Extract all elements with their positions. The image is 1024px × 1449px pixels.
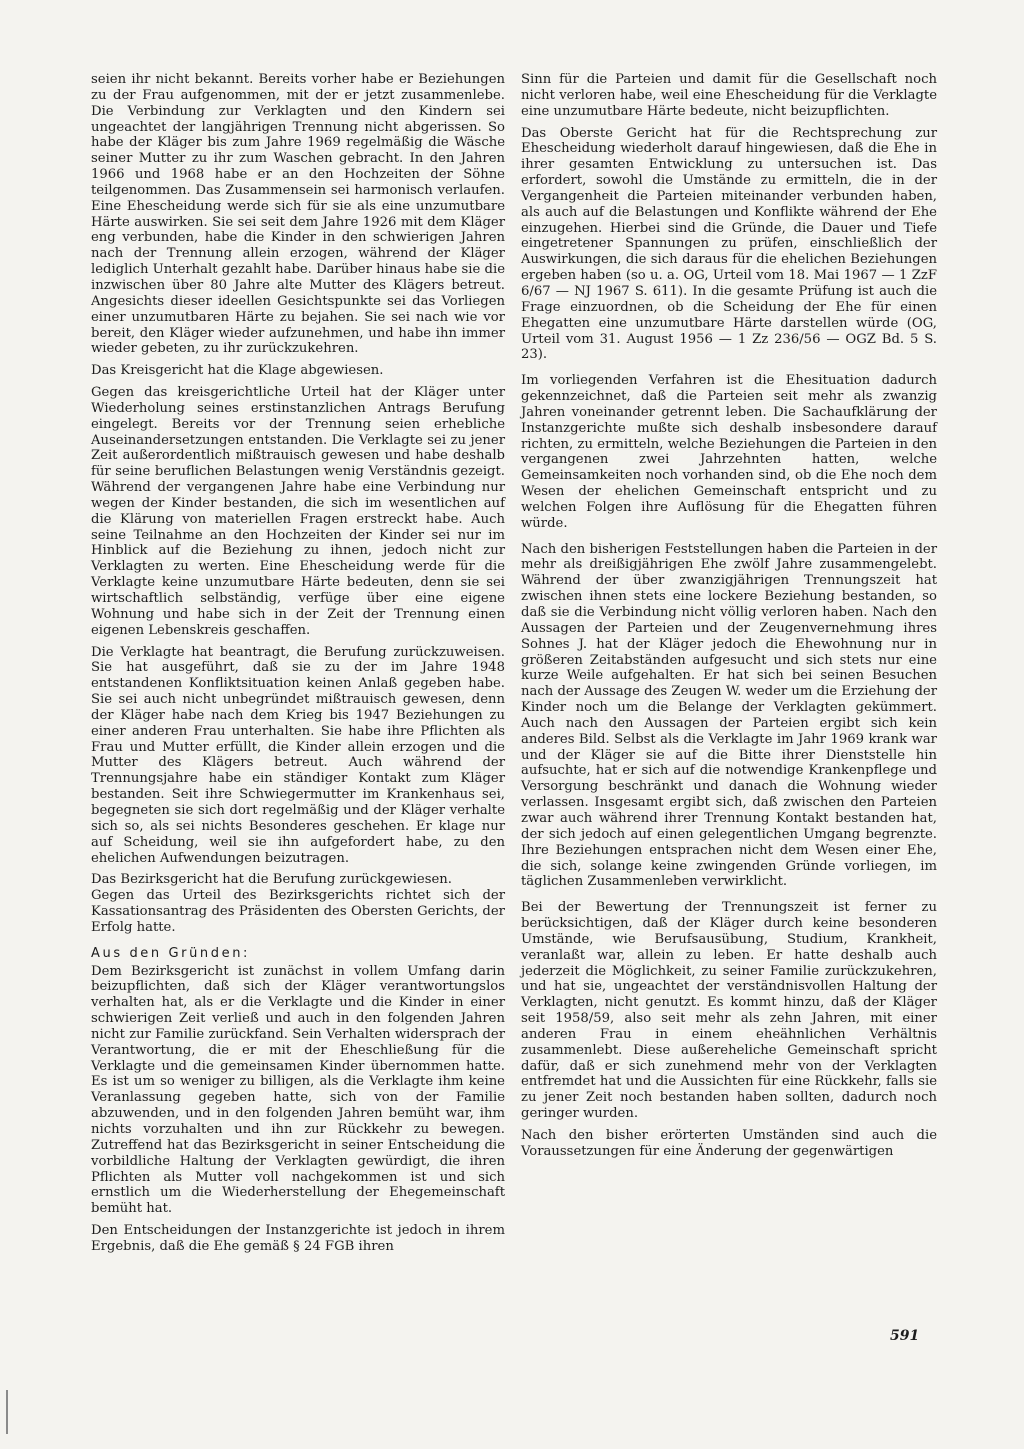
right-paragraph-4: Nach den bisherigen Feststellungen haben die Parteien in der mehr als dreißigjährigen Ehe zwölf Jahre zusammengelebt. Während der über zwanzigjährigen Trennungszeit hat zwischen ihnen stets eine lockere Beziehung bestanden, so daß sie die Verbindung nicht völlig verloren haben. Nach den Aussagen der Parteien und der Zeugenvernehmung ihres Sohnes J. hat der Kläger jedoch die Ehewohnung nur in größeren Zeitabständen aufgesucht und sich stets nur eine kurze Weile aufgehalten. Er hat sich bei seinen Besuchen nach der Aussage des Zeugen W. weder um die Erziehung der Kinder noch um die Belange der Verklagten gekümmert. Auch nach den Aussagen der Parteien ergibt sich kein anderes Bild. Selbst als die Verklagte im Jahr 1969 krank war und der Kläger sie auf die Bitte ihrer Dienststelle hin aufsuchte, hat er sich auf die notwendige Krankenpflege und Versorgung beschränkt und danach die Wohnung wieder verlassen. Insgesamt ergibt sich, daß zwischen den Parteien zwar auch während ihrer Trennung Kontakt bestanden hat, der sich jedoch auf einen gelegentlichen Umgang begrenzte. Ihre Beziehungen entsprachen nicht dem Wesen einer Ehe, die sich, solange keine zwingenden Gründe vorliegen, im täglichen Zusammenleben verwirklicht. (521, 541, 937, 890)
right-paragraph-3: Im vorliegenden Verfahren ist die Ehesituation dadurch gekennzeichnet, daß die Parteien seit mehr als zwanzig Jahren voneinander getrennt leben. Die Sachaufklärung der Instanzgerichte mußte sich deshalb insbesondere darauf richten, zu ermitteln, welche Beziehungen die Parteien in den vergangenen zwei Jahrzehnten hatten, welche Gemeinsamkeiten noch vorhanden sind, ob die Ehe noch dem Wesen der ehelichen Gemeinschaft entspricht und zu welchen Folgen ihre Auflösung für die Ehegatten führen würde. (521, 373, 937, 531)
left-paragraph-7: Dem Bezirksgericht ist zunächst in vollem Umfang darin beizupflichten, daß sich der Kläger verantwortungslos verhalten hat, als er die Verklagte und die Kinder in einer schwierigen Zeit verließ und auch in den folgenden Jahren nicht zur Familie zurückfand. Sein Verhalten widersprach der Verantwortung, die er mit der Eheschließung für die Verklagte und die gemeinsamen Kinder übernommen hatte. Es ist um so weniger zu billigen, als die Verklagte ihm keine Veranlassung gegeben hatte, sich von der Familie abzuwenden, und in den folgenden Jahren bemüht war, ihm nichts vorzuhalten und ihn zur Rückkehr zu bewegen. Zutreffend hat das Bezirksgericht in seiner Entscheidung die vorbildliche Haltung der Verklagten gewürdigt, die ihren Pflichten als Mutter voll nachgekommen ist und sich ernstlich um die Wiederherstellung der Ehegemeinschaft bemüht hat. (91, 963, 505, 1217)
left-paragraph-5: Das Bezirksgericht hat die Berufung zurückgewiesen. (91, 872, 452, 888)
left-paragraph-3: Gegen das kreisgerichtliche Urteil hat der Kläger unter Wiederholung seines erstinstanzlichen Antrags Berufung eingelegt. Bereits vor der Trennung seien erhebliche Auseinandersetzungen entstanden. Die Verklagte sei zu jener Zeit außerordentlich mißtrauisch gewesen und habe deshalb für seine beruflichen Belastungen wenig Verständnis gezeigt. Während der vergangenen Jahre habe eine Verbindung nur wegen der Kinder bestanden, die sich im wesentlichen auf die Klärung von materiellen Fragen erstreckt habe. Auch seine Teilnahme an den Hochzeiten der Kinder sei nur im Hinblick auf die Beziehung zu ihnen, jedoch nicht zur Verklagten zu werten. Eine Ehescheidung werde für die Verklagte keine unzumutbare Härte bedeuten, denn sie sei wirtschaftlich selbständig, verfüge über eine eigene Wohnung und habe sich in der Zeit der Trennung einen eigenen Lebenskreis geschaffen. (91, 385, 505, 638)
left-paragraph-2: Das Kreisgericht hat die Klage abgewiesen. (91, 363, 384, 379)
left-paragraph-1: seien ihr nicht bekannt. Bereits vorher habe er Beziehungen zu der Frau aufgenommen, mit der er jetzt zusammenlebe. Die Verbindung zur Verklagten und den Kindern sei ungeachtet der langjährigen Trennung nicht abgerissen. So habe der Kläger bis zum Jahre 1969 regelmäßig die Wäsche seiner Mutter zu ihr zum Waschen gebracht. In den Jahren 1966 und 1968 habe er an den Hochzeiten der Söhne teilgenommen. Das Zusammensein sei harmonisch verlaufen. Eine Ehescheidung werde sich für sie als eine unzumutbare Härte auswirken. Sie sei seit dem Jahre 1926 mit dem Kläger eng verbunden, habe die Kinder in den schwierigen Jahren nach der Trennung allein erzogen, während der Kläger lediglich Unterhalt gezahlt habe. Darüber hinaus habe sie die inzwischen über 80 Jahre alte Mutter des Klägers betreut. Angesichts dieser ideellen Gesichtspunkte sei das Vorliegen einer unzumutbaren Härte zu bejahen. Sie sei nach wie vor bereit, den Kläger wieder aufzunehmen, und habe ihn immer wieder gebeten, zu ihr zurückzukehren. (91, 72, 505, 357)
binding-edge-mark (6, 1390, 8, 1434)
left-paragraph-8: Den Entscheidungen der Instanzgerichte ist jedoch in ihrem Ergebnis, daß die Ehe gemäß § 24 FGB ihren (91, 1223, 505, 1254)
left-paragraph-4: Die Verklagte hat beantragt, die Berufung zurückzuweisen. Sie hat ausgeführt, daß sie zu der im Jahre 1948 entstandenen Konfliktsituation keinen Anlaß gegeben habe. Sie sei auch nicht unbegründet mißtrauisch gewesen, denn der Kläger habe nach dem Krieg bis 1947 Beziehungen zu einer anderen Frau unterhalten. Sie habe ihre Pflichten als Frau und Mutter erfüllt, die Kinder allein erzogen und die Mutter des Klägers betreut. Auch während der Trennungsjahre habe ein ständiger Kontakt zum Kläger bestanden. Seit ihre Schwiegermutter im Krankenhaus sei, begegneten sie sich dort regelmäßig und der Kläger verhalte sich so, als sei nichts Besonderes geschehen. Er klage nur auf Scheidung, weil sie ihn aufgefordert habe, zu den ehelichen Aufwendungen beizutragen. (91, 644, 505, 866)
left-paragraph-6: Gegen das Urteil des Bezirksgerichts richtet sich der Kassationsantrag des Präsidenten des Obersten Gerichts, der Erfolg hatte. (91, 888, 505, 935)
right-paragraph-2: Das Oberste Gericht hat für die Rechtsprechung zur Ehescheidung wiederholt darauf hingewiesen, daß die Ehe in ihrer gesamten Entwicklung zu untersuchen ist. Das erfordert, sowohl die Umstände zu ermitteln, die in der Vergangenheit die Parteien miteinander verbunden haben, als auch auf die Belastungen und Konflikte während der Ehe einzugehen. Hierbei sind die Gründe, die Dauer und Tiefe eingetretener Spannungen zu prüfen, einschließlich der Auswirkungen, die sich daraus für die ehelichen Beziehungen ergeben haben (so u. a. OG, Urteil vom 18. Mai 1967 — 1 ZzF 6/67 — NJ 1967 S. 611). In die gesamte Prüfung ist auch die Frage einzuordnen, ob die Scheidung der Ehe für einen Ehegatten eine unzumutbare Härte darstellen würde (OG, Urteil vom 31. August 1956 — 1 Zz 236/56 — OGZ Bd. 5 S. 23). (521, 125, 937, 363)
page-number: 591 (890, 1328, 920, 1344)
right-paragraph-1: Sinn für die Parteien und damit für die Gesellschaft noch nicht verloren habe, weil eine Ehescheidung für die Verklagte eine unzumutbare Härte bedeute, nicht beizupflichten. (521, 72, 937, 119)
left-column (91, 72, 505, 1261)
right-paragraph-6: Nach den bisher erörterten Umständen sind auch die Voraussetzungen für eine Änderung der gegenwärtigen (521, 1128, 937, 1159)
right-column (521, 72, 937, 1166)
section-heading: Aus den Gründen: (91, 945, 251, 961)
right-paragraph-5: Bei der Bewertung der Trennungszeit ist ferner zu berücksichtigen, daß der Kläger durch keine besonderen Umstände, wie Berufsausübung, Studium, Krankheit, veranlaßt war, allein zu leben. Er hatte deshalb auch jederzeit die Möglichkeit, zu seiner Familie zurückzukehren, und hat sie, ungeachtet der verständnisvollen Haltung der Verklagten, nicht genutzt. Es kommt hinzu, daß der Kläger seit 1958/59, also seit mehr als zehn Jahren, mit einer anderen Frau in einem eheähnlichen Verhältnis zusammenlebt. Diese außereheliche Gemeinschaft spricht dafür, daß er sich zunehmend mehr von der Verklagten entfremdet hat und die Aussichten für eine Rückkehr, falls sie zu jener Zeit noch bestanden haben sollten, dadurch noch geringer wurden. (521, 900, 937, 1122)
